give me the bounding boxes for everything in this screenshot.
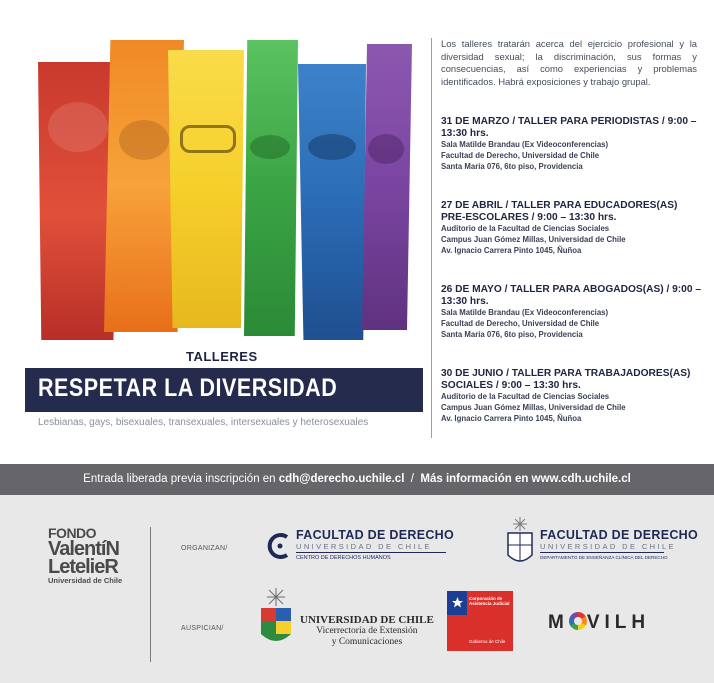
fd-c-icon	[266, 532, 292, 560]
rainbow-portrait-strips	[0, 0, 430, 340]
event-detail: Facultad de Derecho, Universidad de Chile	[441, 151, 600, 161]
event-block	[441, 116, 703, 172]
strip-yellow	[168, 50, 244, 328]
event-detail: Campus Juan Gómez Millas, Universidad de Chile	[441, 403, 626, 413]
registration-email-link[interactable]: cdh@derecho.uchile.cl	[278, 473, 405, 485]
star-icon	[452, 597, 463, 608]
footer-divider	[150, 527, 151, 662]
more-info-link[interactable]: Más información en www.cdh.uchile.cl	[420, 473, 631, 485]
intro-paragraph: Los talleres tratarán acerca del ejercicio profesional y la diversidad sexual; la discriminación, sus formas y consecuencias, así como experiencias y problemas identificados. Habrá exposiciones y trabajo grupal.	[441, 38, 697, 87]
strip-green	[244, 40, 298, 336]
event-block	[441, 200, 703, 256]
bar-separator: /	[404, 473, 421, 485]
uchile-color-crest-icon	[258, 586, 294, 650]
event-detail: Sala Matilde Brandau (Ex Videoconferencias)	[441, 140, 609, 150]
event-heading: 31 DE MARZO / TALLER PARA PERIODISTAS / 9:00 – 13:30 hrs.	[441, 116, 697, 139]
caj-gobierno-logo: Corporación de Asistencia Judicial Gobierno de Chile	[447, 591, 513, 651]
event-detail: Auditorio de la Facultad de Ciencias Sociales	[441, 392, 610, 402]
event-detail: Campus Juan Gómez Millas, Universidad de Chile	[441, 235, 626, 245]
fd-clinica-logo: FACULTAD DE DERECHO UNIVERSIDAD DE CHILE DEPARTAMENTO DE ENSEÑANZA CLÍNICA DEL DERECHO	[540, 528, 699, 560]
uchile-extension-logo: UNIVERSIDAD DE CHILE Vicerrectoría de Extensión y Comunicaciones	[300, 614, 434, 647]
column-divider	[431, 38, 432, 438]
event-detail: Santa María 076, 6to piso, Providencia	[441, 330, 583, 340]
poster-subtitle: Lesbianas, gays, bisexuales, transexuales, intersexuales y heterosexuales	[38, 417, 369, 428]
strip-purple	[362, 44, 412, 330]
fondo-valentin-letelier-logo: FONDO ValentíN LetelieR Universidad de Chile	[48, 525, 123, 585]
event-heading: 30 DE JUNIO / TALLER PARA TRABAJADORES(AS) SOCIALES / 9:00 – 13:30 hrs.	[441, 368, 691, 391]
event-block	[441, 284, 703, 340]
event-heading: 27 DE ABRIL / TALLER PARA EDUCADORES(AS) PRE-ESCOLARES / 9:00 – 13:30 hrs.	[441, 200, 678, 223]
strip-blue	[298, 64, 366, 340]
movilh-logo: M VILH	[548, 612, 651, 633]
registration-bar	[0, 464, 714, 495]
event-detail: Santa María 076, 6to piso, Providencia	[441, 162, 583, 172]
poster-kicker: TALLERES	[186, 349, 258, 364]
event-heading: 26 DE MAYO / TALLER PARA ABOGADOS(AS) / 9:00 – 13:30 hrs.	[441, 284, 702, 307]
registration-text: Entrada liberada previa inscripción en	[83, 473, 279, 485]
sponsors-footer	[0, 495, 714, 683]
poster-title: RESPETAR LA DIVERSIDAD	[38, 374, 338, 402]
event-block	[441, 368, 703, 424]
event-detail: Auditorio de la Facultad de Ciencias Sociales	[441, 224, 610, 234]
organizan-label: ORGANIZAN/	[181, 545, 228, 552]
event-detail: Facultad de Derecho, Universidad de Chile	[441, 319, 600, 329]
auspician-label: AUSPICIAN/	[181, 625, 224, 632]
event-detail: Av. Ignacio Carrera Pinto 1045, Ñuñoa	[441, 246, 582, 256]
rainbow-o-icon	[569, 612, 587, 630]
event-detail: Av. Ignacio Carrera Pinto 1045, Ñuñoa	[441, 414, 582, 424]
event-detail: Sala Matilde Brandau (Ex Videoconferencias)	[441, 308, 609, 318]
uchile-crest-icon	[504, 515, 536, 569]
fd-cdh-logo: FACULTAD DE DERECHO UNIVERSIDAD DE CHILE CENTRO DE DERECHOS HUMANOS	[296, 528, 455, 561]
